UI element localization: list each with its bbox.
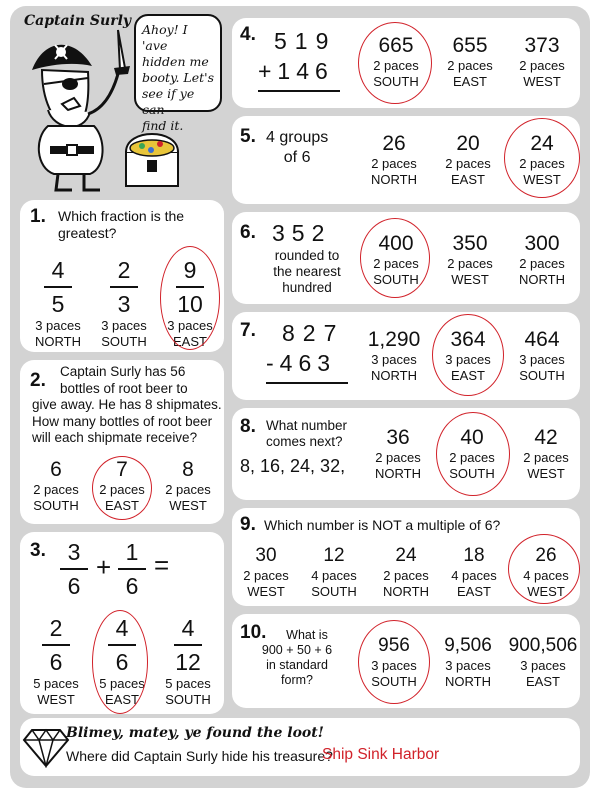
answer-option[interactable]: 4 5 3 paces NORTH xyxy=(35,257,81,349)
answer-option[interactable]: 1,290 3 paces NORTH xyxy=(367,328,421,383)
answer-circle xyxy=(432,314,504,396)
answer-option[interactable]: 12 4 paces SOUTH xyxy=(311,545,357,599)
question-number: 2. xyxy=(30,370,46,391)
fraction-a: 3 6 xyxy=(60,538,88,600)
answer-option[interactable]: 42 2 paces WEST xyxy=(523,426,569,481)
question-10-card xyxy=(232,614,580,708)
answer-circle xyxy=(358,22,432,104)
question-number: 6. xyxy=(240,222,256,243)
subtrahend: -463 xyxy=(266,350,337,376)
answer-option[interactable]: 30 2 paces WEST xyxy=(243,545,289,599)
answer-option[interactable]: 8 2 paces WEST xyxy=(165,458,211,513)
speech-bubble xyxy=(134,14,222,133)
question-number: 9. xyxy=(240,514,256,535)
difference-line xyxy=(266,382,348,384)
answer-circle xyxy=(504,118,580,198)
answer-option-correct[interactable]: 956 3 paces SOUTH xyxy=(371,635,417,689)
speech-line: Ahoy! I 'ave xyxy=(142,22,188,53)
question-number: 10. xyxy=(240,622,267,643)
answer-circle xyxy=(92,610,148,714)
answer-circle xyxy=(92,456,152,520)
speech-line: hidden me xyxy=(142,54,209,69)
answer-option-correct[interactable]: 665 2 paces SOUTH xyxy=(373,34,419,89)
question-number: 5. xyxy=(240,126,256,147)
footer-found-text: Blimey, matey, ye found the loot! xyxy=(66,725,324,741)
plus-sign: + xyxy=(96,552,112,582)
answer-circle xyxy=(358,620,430,704)
answer-option[interactable]: 4 12 5 paces SOUTH xyxy=(165,615,211,707)
answer-option-correct[interactable]: 24 2 paces WEST xyxy=(519,132,565,187)
footer-answer: Ship Sink Harbor xyxy=(322,746,440,763)
question-text: What is 900 + 50 + 6 in standard form? xyxy=(261,628,333,687)
answer-option[interactable]: 350 2 paces WEST xyxy=(447,232,493,287)
answer-option[interactable]: 24 2 paces NORTH xyxy=(383,545,429,599)
answer-option[interactable]: 18 4 paces EAST xyxy=(451,545,497,599)
speech-line: booty. Let's xyxy=(142,70,214,85)
answer-option[interactable]: 2 3 3 paces SOUTH xyxy=(101,257,147,349)
answer-option-correct[interactable]: 400 2 paces SOUTH xyxy=(373,232,419,287)
number-to-round: 352 xyxy=(272,220,332,246)
speech-line: see if ye can xyxy=(142,86,195,117)
question-9-card xyxy=(232,508,580,606)
question-text: What number comes next? xyxy=(266,418,348,449)
footer-card xyxy=(20,718,580,776)
question-3-card xyxy=(20,532,224,714)
question-7-card xyxy=(232,312,580,400)
question-text: 4 groups of 6 xyxy=(266,129,329,166)
answer-circle xyxy=(160,246,220,350)
question-text: Captain Surly has 56 bottles of root beer to give away. He has 8 shipmates. How many bottles of root beer will each shipmate receive? xyxy=(32,364,222,445)
question-text: Which number is NOT a multiple of 6? xyxy=(264,517,501,533)
answer-circle xyxy=(360,218,430,298)
equals-sign: = xyxy=(154,550,170,580)
question-number: 8. xyxy=(240,416,256,437)
answer-option[interactable]: 26 2 paces NORTH xyxy=(371,132,417,187)
answer-option-correct[interactable]: 40 2 paces SOUTH xyxy=(449,426,495,481)
fraction-b: 1 6 xyxy=(118,538,146,600)
question-2-card xyxy=(20,360,224,524)
addend-top: 519 xyxy=(274,28,337,54)
question-8-card xyxy=(232,408,580,500)
answer-option[interactable]: 36 2 paces NORTH xyxy=(375,426,421,481)
answer-option-correct[interactable]: 9 10 3 paces EAST xyxy=(167,257,213,349)
answer-option[interactable]: 655 2 paces EAST xyxy=(447,34,493,89)
question-number: 4. xyxy=(240,24,256,45)
question-number: 1. xyxy=(30,206,46,227)
answer-option[interactable]: 2 6 5 paces WEST xyxy=(33,615,79,707)
answer-option[interactable]: 6 2 paces SOUTH xyxy=(33,458,79,513)
answer-option[interactable]: 900,506 3 paces EAST xyxy=(508,635,578,689)
minuend: 827 xyxy=(282,320,345,346)
question-4-card xyxy=(232,18,580,108)
number-sequence: 8, 16, 24, 32, xyxy=(240,456,346,476)
answer-circle xyxy=(508,534,580,604)
diamond-icon xyxy=(22,726,70,768)
answer-option-correct[interactable]: 4 6 5 paces EAST xyxy=(99,615,145,707)
question-1-card xyxy=(20,200,224,352)
question-text: Which fraction is the greatest? xyxy=(58,208,185,241)
question-6-card xyxy=(232,212,580,304)
answer-option[interactable]: 9,506 3 paces NORTH xyxy=(444,635,492,689)
answer-option-correct[interactable]: 364 3 paces EAST xyxy=(445,328,491,383)
answer-option[interactable]: 464 3 paces SOUTH xyxy=(519,328,565,383)
question-number: 7. xyxy=(240,320,256,341)
speech-line: find it. xyxy=(142,118,184,133)
answer-option[interactable]: 300 2 paces NORTH xyxy=(519,232,565,287)
answer-option[interactable]: 373 2 paces WEST xyxy=(519,34,565,89)
footer-question: Where did Captain Surly hide his treasure? xyxy=(66,748,333,764)
answer-circle xyxy=(436,412,510,496)
answer-option-correct[interactable]: 7 2 paces EAST xyxy=(99,458,145,513)
sum-line xyxy=(258,90,340,92)
question-number: 3. xyxy=(30,540,46,561)
question-5-card xyxy=(232,116,580,204)
question-text: rounded to the nearest hundred xyxy=(273,248,341,295)
answer-option[interactable]: 20 2 paces EAST xyxy=(445,132,491,187)
addend-bottom: +146 xyxy=(258,58,334,84)
header-title: Captain Surly xyxy=(24,13,132,29)
answer-option-correct[interactable]: 26 4 paces WEST xyxy=(523,545,569,599)
